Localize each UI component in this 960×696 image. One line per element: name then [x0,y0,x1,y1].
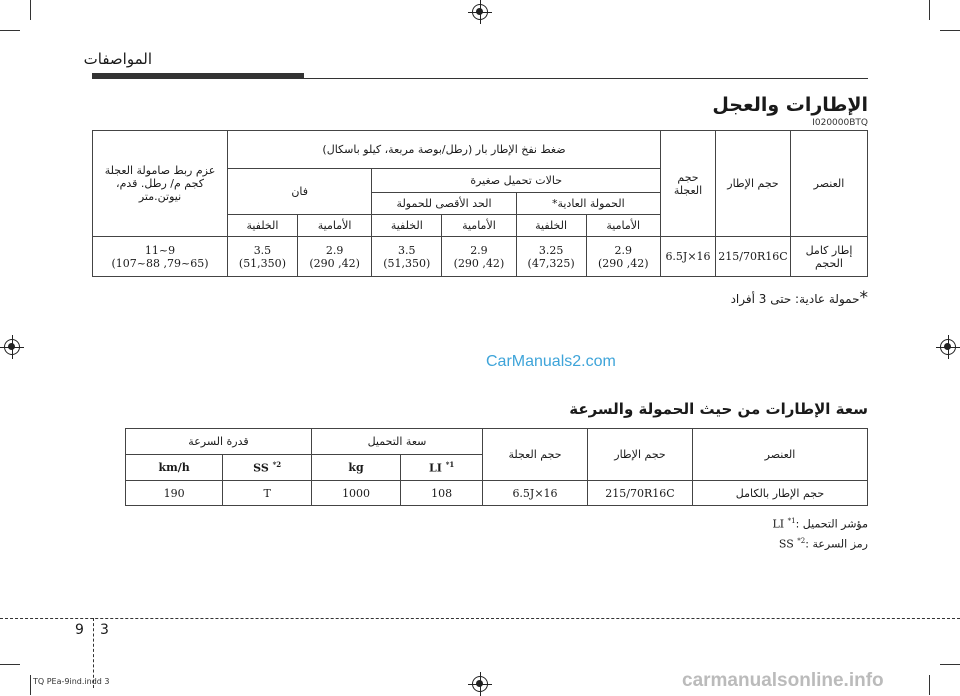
sub-van: فان [228,169,372,215]
table-row [126,481,868,506]
col-wheel-size: حجم العجلة [661,131,716,237]
front-label: الأمامية [442,215,517,237]
page-divider [0,618,960,619]
col-item: العنصر [791,131,868,237]
cell-van-front: 2.9 (42, 290) [297,237,372,277]
cell-wheel-size: 6.5J×16 [483,481,588,506]
table-row [93,237,868,277]
crop-mark [929,0,930,20]
col-pressure-group: ضغط نفخ الإطار بار (رطل/بوصة مربعة، كيلو باسكال) [228,131,661,169]
cell-wheel-size: 6.5J×16 [661,237,716,277]
normal-load-note: *حمولة عادية: حتى 3 أفراد [730,288,868,308]
crop-mark [0,664,20,665]
front-label: الأمامية [586,215,661,237]
cell-van-rear: 3.5 (51,350) [228,237,298,277]
cell-max-rear: 3.5 (51,350) [372,237,442,277]
footnote-ss: SS $^{*2}$: رمز السرعة [778,537,868,551]
page-number: 3 [100,622,109,638]
crop-mark [0,30,20,31]
load-speed-table [125,428,868,506]
cell-tire-size: 215/70R16C [588,481,693,506]
col-torque: عزم ربط صامولة العجلة كجم م/ رطل. قدم، نيوتن.متر [93,131,228,237]
rear-label: الخلفية [516,215,586,237]
sub-ss: SS $^{*2}$ [223,455,312,481]
cell-max-front: 2.9 (42, 290) [442,237,517,277]
cell-normal-rear: 3.25 (47,325) [516,237,586,277]
section-heading-capacity: سعة الإطارات من حيث الحمولة والسرعة [569,400,868,418]
crop-mark [929,675,930,695]
page-heading: الإطارات والعجل [712,94,868,116]
col-item: العنصر [693,429,868,481]
cell-kg: 1000 [311,481,400,506]
col-speed-capacity: قدرة السرعة [126,429,312,455]
watermark: CarManuals2.com [486,353,616,370]
footnote-li: LI $^{*1}$: مؤشر التحميل [772,517,868,531]
cell-normal-front: 2.9 (42, 290) [586,237,661,277]
front-label: الأمامية [297,215,372,237]
cell-item: إطار كامل الحجم [791,237,868,277]
cell-ss: T [223,481,312,506]
cell-li: 108 [401,481,483,506]
footer-site: carmanualsonline.info [682,670,884,691]
section-code: I020000BTQ [812,118,868,128]
footer-filename: TQ PEa-9ind.indd 3 [33,677,110,686]
crop-mark [30,675,31,695]
crop-mark [940,664,960,665]
crop-mark [30,0,31,20]
registration-mark-icon [4,339,20,355]
cell-item: حجم الإطار بالكامل [693,481,868,506]
tire-pressure-table [92,130,868,277]
page-number-section: 9 [75,622,84,638]
rear-label: الخلفية [228,215,298,237]
section-title: المواصفات [83,50,152,68]
rear-label: الخلفية [372,215,442,237]
col-tire-size: حجم الإطار [588,429,693,481]
sub-normal-load: الحمولة العادية* [516,193,660,215]
cell-tire-size: 215/70R16C [716,237,791,277]
cell-torque: 9~11 (65~79, 88~107) [93,237,228,277]
note-star: * [859,288,868,308]
registration-mark-icon [472,676,488,692]
col-tire-size: حجم الإطار [716,131,791,237]
registration-mark-icon [940,339,956,355]
crop-mark [940,30,960,31]
sub-max-load: الحد الأقصى للحمولة [372,193,516,215]
col-load-capacity: سعة التحميل [311,429,482,455]
sub-kg: kg [311,455,400,481]
title-underline [92,78,868,79]
sub-kmh: km/h [126,455,223,481]
cell-kmh: 190 [126,481,223,506]
registration-mark-icon [472,4,488,20]
sub-li: LI $^{*1}$ [401,455,483,481]
col-wheel-size: حجم العجلة [483,429,588,481]
sub-small-loads: حالات تحميل صغيرة [372,169,661,193]
